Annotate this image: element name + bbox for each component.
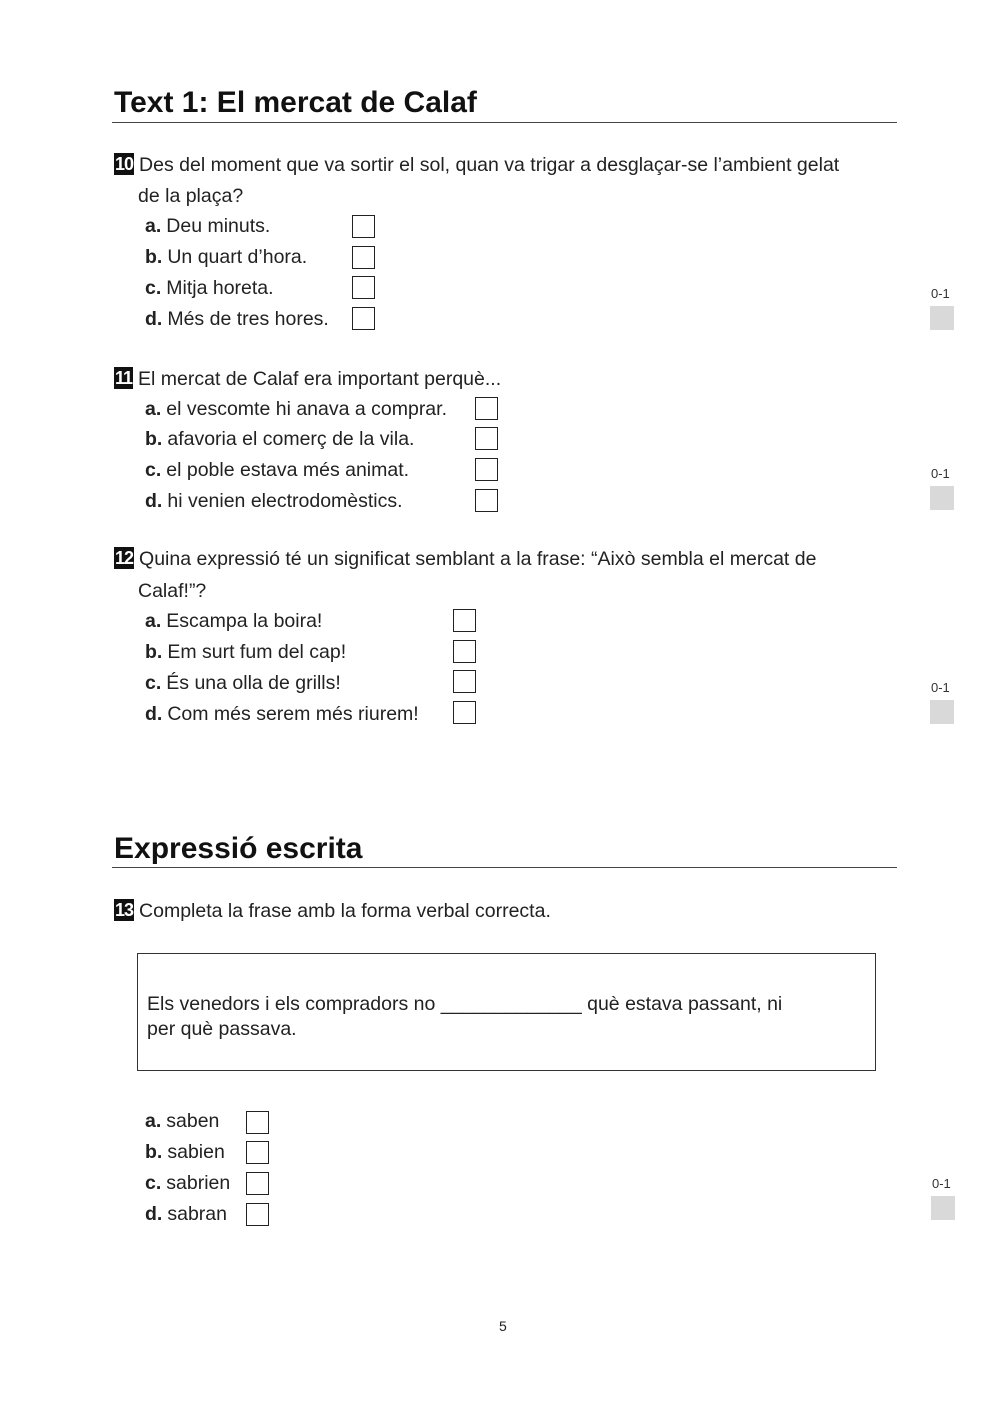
score-label: 0-1 [932,1176,951,1191]
section-title: Expressió escrita [114,832,363,865]
option-letter: c. [145,672,162,694]
option-d [145,702,419,726]
answer-checkbox[interactable] [352,215,375,238]
answer-checkbox[interactable] [453,701,476,724]
option-a [145,214,270,238]
option-text: sabrien [166,1172,231,1194]
answer-checkbox[interactable] [475,489,498,512]
answer-checkbox[interactable] [453,670,476,693]
option-text: Escampa la boira! [166,610,323,632]
question-number: 10 [115,154,134,174]
question-10 [114,150,839,181]
option-c [145,671,341,695]
answer-checkbox[interactable] [453,640,476,663]
option-b [145,245,307,269]
sentence-frame [137,953,876,1071]
option-c [145,276,274,300]
answer-checkbox[interactable] [475,458,498,481]
score-label: 0-1 [931,286,950,301]
question-text-cont: Calaf!”? [138,580,207,602]
option-text: el poble estava més animat. [166,459,410,481]
section-rule [112,122,897,123]
option-letter: c. [145,1172,162,1194]
answer-checkbox[interactable] [246,1111,269,1134]
option-b [145,640,346,664]
option-a [145,397,447,421]
option-text: hi venien electrodomèstics. [167,490,403,512]
option-letter: a. [145,1110,162,1132]
sentence-line-1: Els venedors i els compradors no _____________ què estava passant, ni [147,993,783,1015]
option-a [145,609,322,633]
option-letter: a. [145,215,162,237]
option-text: saben [166,1110,220,1132]
option-text: Em surt fum del cap! [167,641,347,663]
option-letter: c. [145,459,162,481]
score-box[interactable] [930,486,954,510]
question-13 [114,896,551,927]
option-letter: d. [145,308,163,330]
question-12 [114,544,816,575]
option-letter: b. [145,641,163,663]
question-text-cont: de la plaça? [138,185,244,207]
question-text: Des del moment que va sortir el sol, quan va trigar a desglaçar-se l’ambient gelat [139,154,840,176]
option-letter: a. [145,610,162,632]
option-d [145,489,403,513]
question-text: Completa la frase amb la forma verbal correcta. [139,900,551,922]
option-text: sabien [167,1141,225,1163]
answer-checkbox[interactable] [352,307,375,330]
question-text: El mercat de Calaf era important perquè... [138,368,502,390]
option-b [145,427,414,451]
score-label: 0-1 [931,466,950,481]
answer-checkbox[interactable] [246,1141,269,1164]
answer-checkbox[interactable] [453,609,476,632]
question-11 [114,364,501,395]
answer-checkbox[interactable] [475,397,498,420]
option-text: sabran [167,1203,227,1225]
option-text: Un quart d’hora. [167,246,308,268]
score-box[interactable] [931,1196,955,1220]
option-letter: b. [145,246,163,268]
option-text: el vescomte hi anava a comprar. [166,398,447,420]
question-number: 12 [115,548,134,568]
option-letter: d. [145,1203,163,1225]
page-number: 5 [499,1318,507,1334]
option-letter: d. [145,490,163,512]
option-letter: b. [145,1141,163,1163]
answer-checkbox[interactable] [352,276,375,299]
section-rule [112,867,897,868]
answer-checkbox[interactable] [246,1203,269,1226]
option-d [145,307,329,331]
option-text: Deu minuts. [166,215,271,237]
question-text: Quina expressió té un significat semblant a la frase: “Això sembla el mercat de [139,548,817,570]
option-text: Mitja horeta. [166,277,274,299]
option-letter: b. [145,428,163,450]
answer-checkbox[interactable] [475,427,498,450]
option-a [145,1109,219,1133]
option-letter: a. [145,398,162,420]
option-letter: d. [145,703,163,725]
option-d [145,1202,227,1226]
option-letter: c. [145,277,162,299]
option-c [145,458,409,482]
option-c [145,1171,230,1195]
answer-checkbox[interactable] [352,246,375,269]
score-box[interactable] [930,700,954,724]
score-label: 0-1 [931,680,950,695]
option-text: afavoria el comerç de la vila. [167,428,415,450]
answer-checkbox[interactable] [246,1172,269,1195]
option-b [145,1140,225,1164]
question-number: 13 [115,900,134,920]
section-title: Text 1: El mercat de Calaf [114,86,477,119]
option-text: És una olla de grills! [166,672,341,694]
option-text: Més de tres hores. [167,308,329,330]
sentence-line-2: per què passava. [147,1018,297,1040]
score-box[interactable] [930,306,954,330]
question-number: 11 [115,368,133,388]
option-text: Com més serem més riurem! [167,703,419,725]
